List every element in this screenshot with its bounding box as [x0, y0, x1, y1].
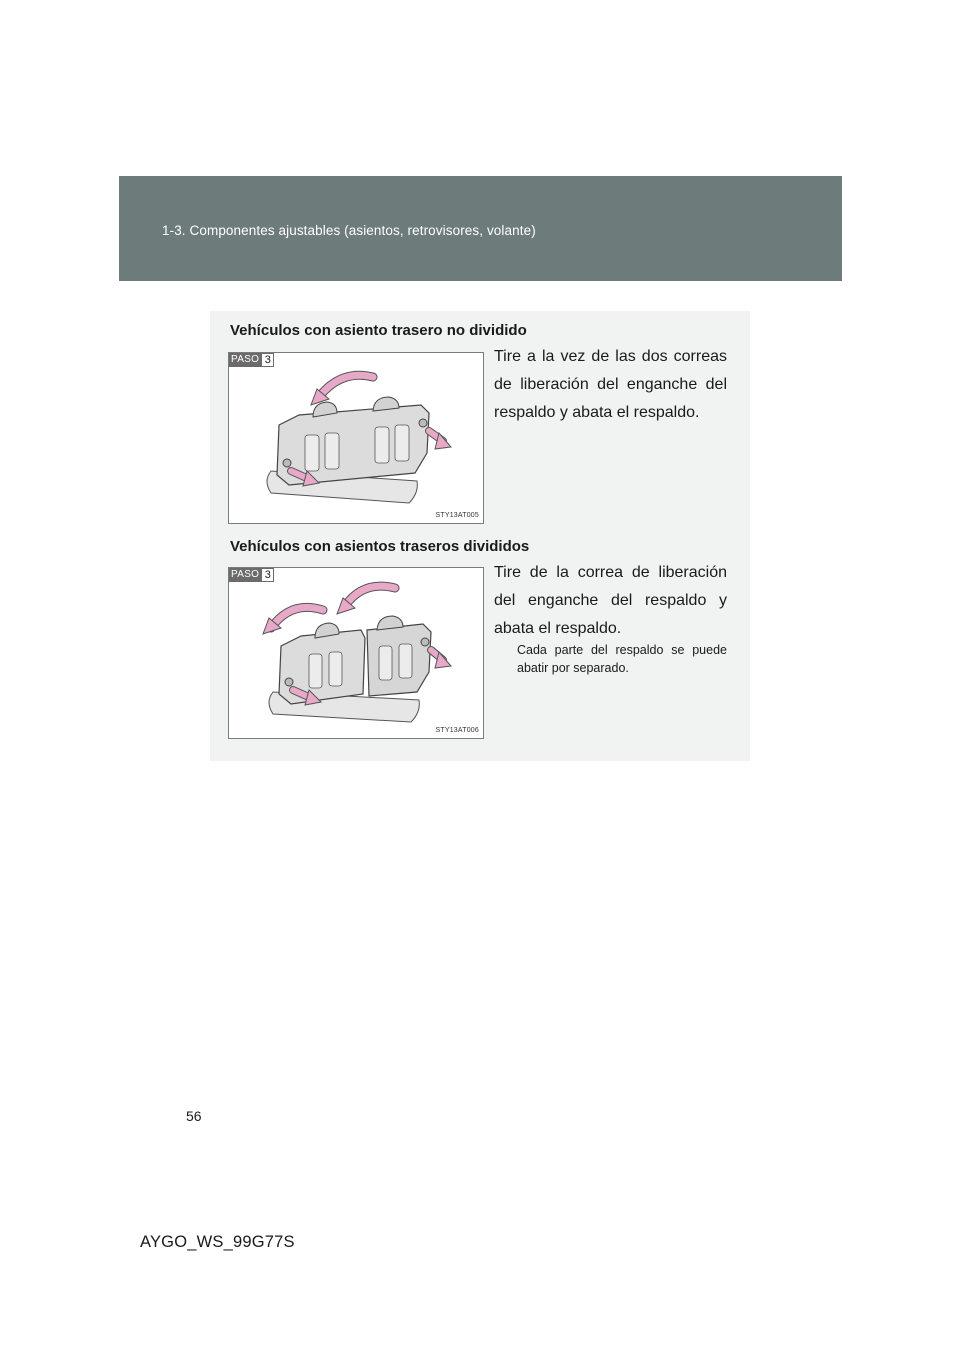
section-header-bar — [119, 176, 842, 281]
figure-split-seats — [228, 567, 484, 739]
subsection-title-split: Vehículos con asientos traseros divididos — [230, 538, 530, 555]
page-number: 56 — [186, 1108, 202, 1124]
figure-code: STY13AT006 — [435, 727, 479, 734]
footer-document-code: AYGO_WS_99G77S — [140, 1233, 295, 1251]
note-text: Cada parte del respaldo se puede abatir por separado. — [517, 643, 727, 675]
split-seat-illustration — [229, 568, 485, 740]
instruction-text-split: Tire de la correa de liberación del enganche del respaldo y abata el respaldo. — [494, 564, 727, 637]
seat-illustration — [229, 353, 485, 525]
figure-non-split-seat — [228, 352, 484, 524]
figure-code: STY13AT005 — [435, 512, 479, 519]
instruction-text-non-split: Tire a la vez de las dos correas de liberación del enganche del respaldo y abata el respaldo. — [494, 348, 727, 421]
step-badge: PASO 3 — [229, 568, 274, 582]
step-badge: PASO 3 — [229, 353, 274, 367]
instruction-panel — [210, 311, 750, 761]
section-title: 1-3. Componentes ajustables (asientos, retrovisores, volante) — [162, 223, 536, 238]
subsection-title-non-split: Vehículos con asiento trasero no dividido — [230, 322, 527, 339]
